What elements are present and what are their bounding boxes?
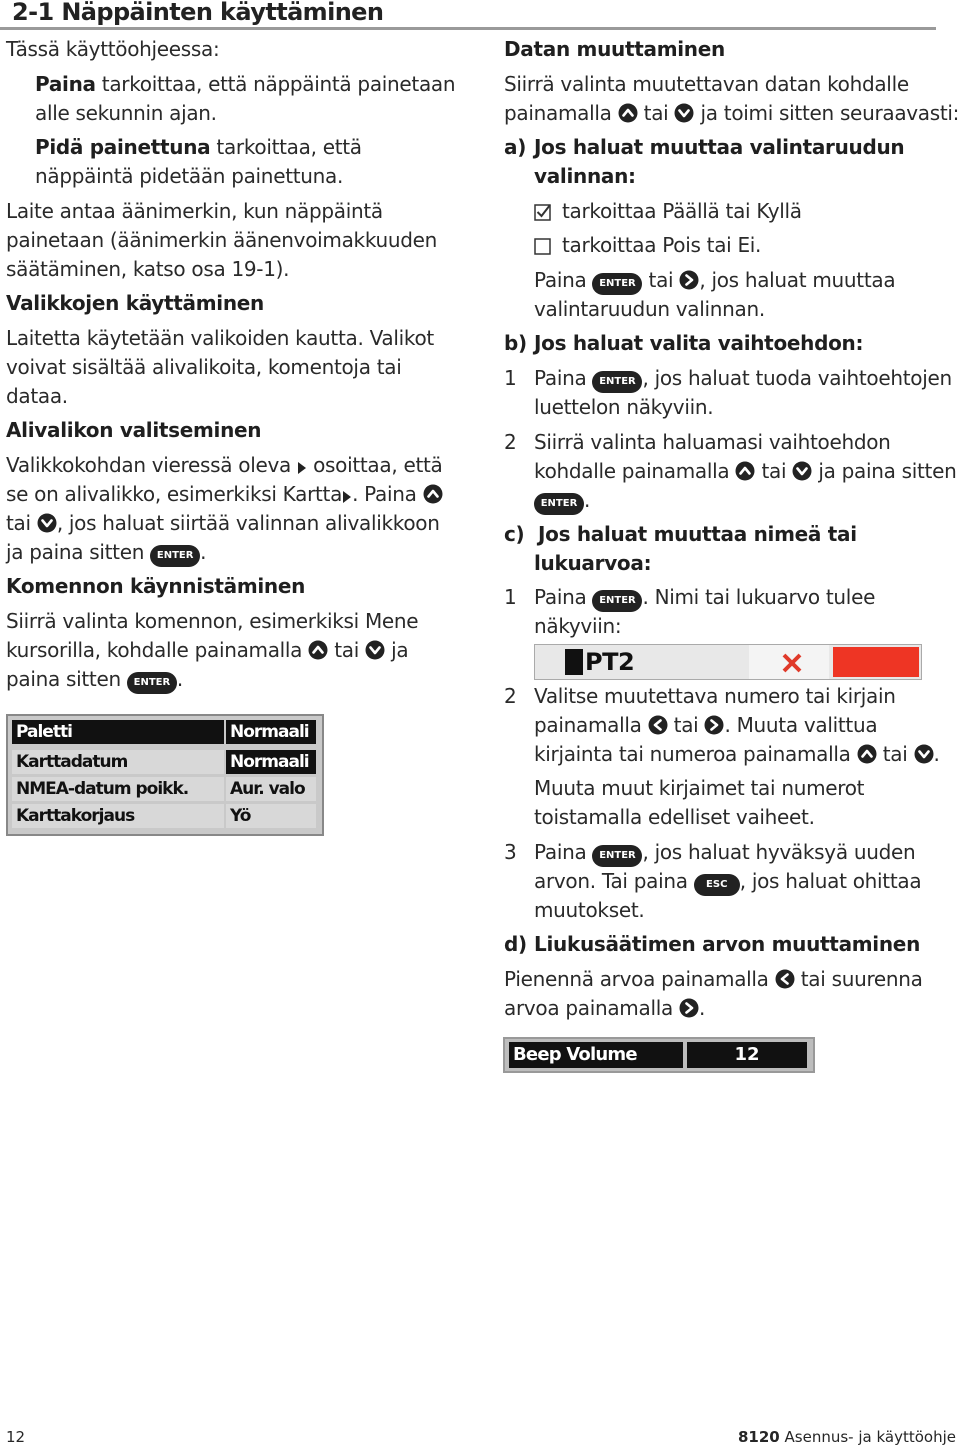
- submenu-text-3a: tai: [6, 511, 37, 535]
- footer-model: 8120: [738, 1428, 780, 1446]
- command-text-2c: ja: [385, 638, 409, 662]
- up-key-icon: [308, 640, 328, 660]
- item-d-text-1: [504, 965, 923, 994]
- heading-submenu: Alivalikon valitseminen: [6, 418, 262, 442]
- item-a-text-1b: tai: [642, 268, 680, 292]
- item-c1-text-1: [534, 583, 875, 612]
- submenu-text-3: [6, 509, 440, 538]
- item-a-text-1c: , jos haluat muuttaa: [699, 268, 896, 292]
- red-field: [833, 647, 919, 677]
- down-key-icon: [674, 103, 694, 123]
- title-rule: [0, 27, 936, 30]
- page-title: 2-1 Näppäinten käyttäminen: [12, 0, 384, 26]
- command-text-2b: tai: [328, 638, 366, 662]
- item-c1-text-1a: Paina: [534, 585, 593, 609]
- submenu-text-3b: , jos haluat siirtää valinnan alivalikkoon: [56, 511, 440, 535]
- item-c2-text-2c: . Muuta valittua: [724, 713, 878, 737]
- submenu-arrow-icon: [342, 490, 352, 504]
- name-value: PT2: [585, 648, 635, 676]
- right-key-icon: [679, 998, 699, 1018]
- submenu-text-2a: se on alivalikko, esimerkiksi Kartta: [6, 482, 343, 506]
- up-key-icon: [618, 103, 638, 123]
- submenu-text-2: [6, 480, 443, 509]
- name-edit-screenshot: [534, 644, 922, 680]
- menu-item-value: Normaali: [226, 720, 316, 744]
- enter-key-icon: ENTER: [592, 845, 642, 867]
- item-c2-text-1: Valitse muutettava numero tai kirjain: [534, 684, 896, 708]
- menu-item-label: Karttakorjaus: [12, 804, 224, 828]
- command-text-3a: paina sitten: [6, 667, 127, 691]
- item-c2-text-2a: painamalla: [534, 713, 648, 737]
- menu-item-value: Yö: [226, 804, 316, 828]
- item-c1-text-1b: . Nimi tai lukuarvo tulee: [642, 585, 876, 609]
- item-a-text-2: valintaruudun valinnan.: [534, 297, 765, 321]
- item-c3-text-2: [534, 867, 921, 896]
- enter-key-icon: ENTER: [534, 493, 584, 515]
- command-text-3b: .: [176, 667, 183, 691]
- item-c2-text-5: toistamalla edelliset vaiheet.: [534, 805, 815, 829]
- footer-doc-title: [738, 1428, 956, 1446]
- item-c2-text-2: [534, 711, 877, 740]
- beep-text-2: painetaan (äänimerkin äänenvoimakkuuden: [6, 228, 438, 252]
- right-key-icon: [679, 270, 699, 290]
- step-number: 2: [504, 430, 517, 454]
- item-d-text-1a: Pienennä arvoa painamalla: [504, 967, 775, 991]
- data-text-2: [504, 99, 959, 128]
- cancel-x-icon: [781, 652, 803, 674]
- item-c-heading-1: Jos haluat muuttaa nimeä tai: [538, 522, 857, 546]
- item-b1-text-2: luettelon näkyviin.: [534, 395, 714, 419]
- item-c2-text-3c: .: [933, 742, 940, 766]
- item-b1-text-1b: , jos haluat tuoda vaihtoehtojen: [642, 366, 952, 390]
- item-a-heading-1: Jos haluat muuttaa valintaruudun: [534, 135, 905, 159]
- enter-key-icon: ENTER: [592, 590, 642, 612]
- item-c3-text-1: [534, 838, 915, 867]
- paina-term: Paina: [35, 72, 96, 96]
- enter-key-icon: ENTER: [127, 672, 177, 694]
- item-b2-text-2a: kohdalle painamalla: [534, 459, 736, 483]
- item-a-marker: a): [504, 135, 527, 159]
- heading-command: Komennon käynnistäminen: [6, 574, 306, 598]
- command-text-1: Siirrä valinta komennon, esimerkiksi Mene: [6, 609, 419, 633]
- menu-item-label: Paletti: [12, 720, 224, 744]
- submenu-arrow-icon: [297, 461, 307, 475]
- item-c-marker: c): [504, 522, 525, 546]
- item-b-heading: Jos haluat valita vaihtoehdon:: [534, 331, 864, 355]
- item-b-marker: b): [504, 331, 527, 355]
- down-key-icon: [792, 461, 812, 481]
- enter-key-icon: ENTER: [592, 273, 642, 295]
- checkbox-off-row: [534, 231, 761, 260]
- submenu-text-4a: ja paina sitten: [6, 540, 151, 564]
- data-text-2b: tai: [637, 101, 675, 125]
- menu-item-value: Normaali: [226, 750, 316, 774]
- item-c1-text-2: näkyviin:: [534, 614, 622, 638]
- item-d-marker: d): [504, 932, 527, 956]
- down-key-icon: [37, 513, 57, 533]
- item-b2-text-2: [534, 457, 956, 486]
- item-b2-text-3: [534, 486, 590, 515]
- item-a-text-1a: Paina: [534, 268, 593, 292]
- menus-text-3: dataa.: [6, 384, 68, 408]
- item-c3-text-3: muutokset.: [534, 898, 645, 922]
- menu-item-label: NMEA-datum poikk.: [12, 777, 224, 801]
- intro-text: Tässä käyttöohjeessa:: [6, 37, 220, 61]
- pida-definition: [35, 133, 362, 162]
- item-a-heading-2: valinnan:: [534, 164, 636, 188]
- checkbox-checked-icon: [534, 203, 552, 221]
- paina-definition: [35, 70, 455, 99]
- command-text-3: [6, 665, 183, 694]
- item-c3-text-2b: , jos haluat ohittaa: [739, 869, 922, 893]
- step-number: 3: [504, 840, 517, 864]
- item-c2-text-2b: tai: [667, 713, 705, 737]
- right-key-icon: [704, 715, 724, 735]
- enter-key-icon: ENTER: [150, 545, 200, 567]
- item-d-text-2: [504, 994, 705, 1023]
- data-text-1: Siirrä valinta muutettavan datan kohdalle: [504, 72, 909, 96]
- item-c3-text-1b: , jos haluat hyväksyä uuden: [642, 840, 916, 864]
- submenu-text-2b: . Paina: [352, 482, 423, 506]
- pida-def-text: tarkoittaa, että: [210, 135, 362, 159]
- item-c2-text-3a: kirjainta tai numeroa painamalla: [534, 742, 857, 766]
- item-c3-text-1a: Paina: [534, 840, 593, 864]
- footer-doc: Asennus- ja käyttöohje: [784, 1428, 956, 1446]
- enter-key-icon: ENTER: [592, 371, 642, 393]
- beep-text-1: Laite antaa äänimerkin, kun näppäintä: [6, 199, 383, 223]
- item-c3-text-2a: arvon. Tai paina: [534, 869, 694, 893]
- submenu-text-4b: .: [200, 540, 207, 564]
- up-key-icon: [423, 484, 443, 504]
- checkbox-on-text: tarkoittaa Päällä tai Kyllä: [562, 199, 802, 223]
- menu-item-value: Aur. valo: [226, 777, 316, 801]
- item-d-text-2a: arvoa painamalla: [504, 996, 679, 1020]
- item-b1-text-1: [534, 364, 952, 393]
- item-c2-text-3: [534, 740, 940, 769]
- checkbox-on-row: [534, 197, 802, 226]
- beep-volume-screenshot: [503, 1037, 815, 1073]
- submenu-text-1b: osoittaa, että: [307, 453, 443, 477]
- beep-volume-value: 12: [687, 1042, 807, 1068]
- step-number: 2: [504, 684, 517, 708]
- item-c2-text-4: Muuta muut kirjaimet tai numerot: [534, 776, 865, 800]
- menu-item-label: Karttadatum: [12, 750, 224, 774]
- submenu-text-4: [6, 538, 206, 567]
- menus-text-1: Laitetta käytetään valikoiden kautta. Valikot: [6, 326, 434, 350]
- heading-menus: Valikkojen käyttäminen: [6, 291, 264, 315]
- beep-text-3: säätäminen, katso osa 19-1).: [6, 257, 290, 281]
- submenu-text-1: [6, 451, 443, 480]
- down-key-icon: [365, 640, 385, 660]
- item-b2-text-3a: .: [584, 488, 591, 512]
- item-d-text-2b: .: [698, 996, 706, 1020]
- menu-screenshot: [6, 714, 324, 836]
- left-key-icon: [648, 715, 668, 735]
- item-a-text-1: [534, 266, 895, 295]
- checkbox-empty-icon: [534, 237, 552, 255]
- item-b2-text-1: Siirrä valinta haluamasi vaihtoehdon: [534, 430, 891, 454]
- text-cursor: [565, 649, 583, 675]
- step-number: 1: [504, 366, 517, 390]
- heading-data: Datan muuttaminen: [504, 37, 725, 61]
- data-text-2c: ja toimi sitten seuraavasti:: [694, 101, 960, 125]
- item-d-heading: Liukusäätimen arvon muuttaminen: [534, 932, 921, 956]
- item-b1-text-1a: Paina: [534, 366, 593, 390]
- esc-key-icon: ESC: [694, 874, 740, 896]
- paina-def-line2: alle sekunnin ajan.: [35, 101, 217, 125]
- checkbox-off-text: tarkoittaa Pois tai Ei.: [562, 233, 762, 257]
- down-key-icon: [914, 744, 934, 764]
- beep-volume-label: Beep Volume: [509, 1042, 683, 1068]
- up-key-icon: [857, 744, 877, 764]
- command-text-2a: kursorilla, kohdalle painamalla: [6, 638, 309, 662]
- paina-def-text: tarkoittaa, että näppäintä painetaan: [95, 72, 456, 96]
- pida-term: Pidä painettuna: [35, 135, 211, 159]
- submenu-text-1a: Valikkokohdan vieressä oleva: [6, 453, 298, 477]
- item-d-text-1b: tai suurenna: [794, 967, 923, 991]
- page-number: 12: [6, 1428, 26, 1446]
- item-c-heading-2: lukuarvoa:: [534, 551, 652, 575]
- menus-text-2: voivat sisältää alivalikoita, komentoja tai: [6, 355, 402, 379]
- item-b2-text-2c: ja paina sitten: [812, 459, 957, 483]
- data-text-2a: painamalla: [504, 101, 618, 125]
- up-key-icon: [735, 461, 755, 481]
- item-b2-text-2b: tai: [755, 459, 793, 483]
- step-number: 1: [504, 585, 517, 609]
- command-text-2: [6, 636, 408, 665]
- pida-def-line2: näppäintä pidetään painettuna.: [35, 164, 344, 188]
- left-key-icon: [775, 969, 795, 989]
- item-c2-text-3b: tai: [876, 742, 914, 766]
